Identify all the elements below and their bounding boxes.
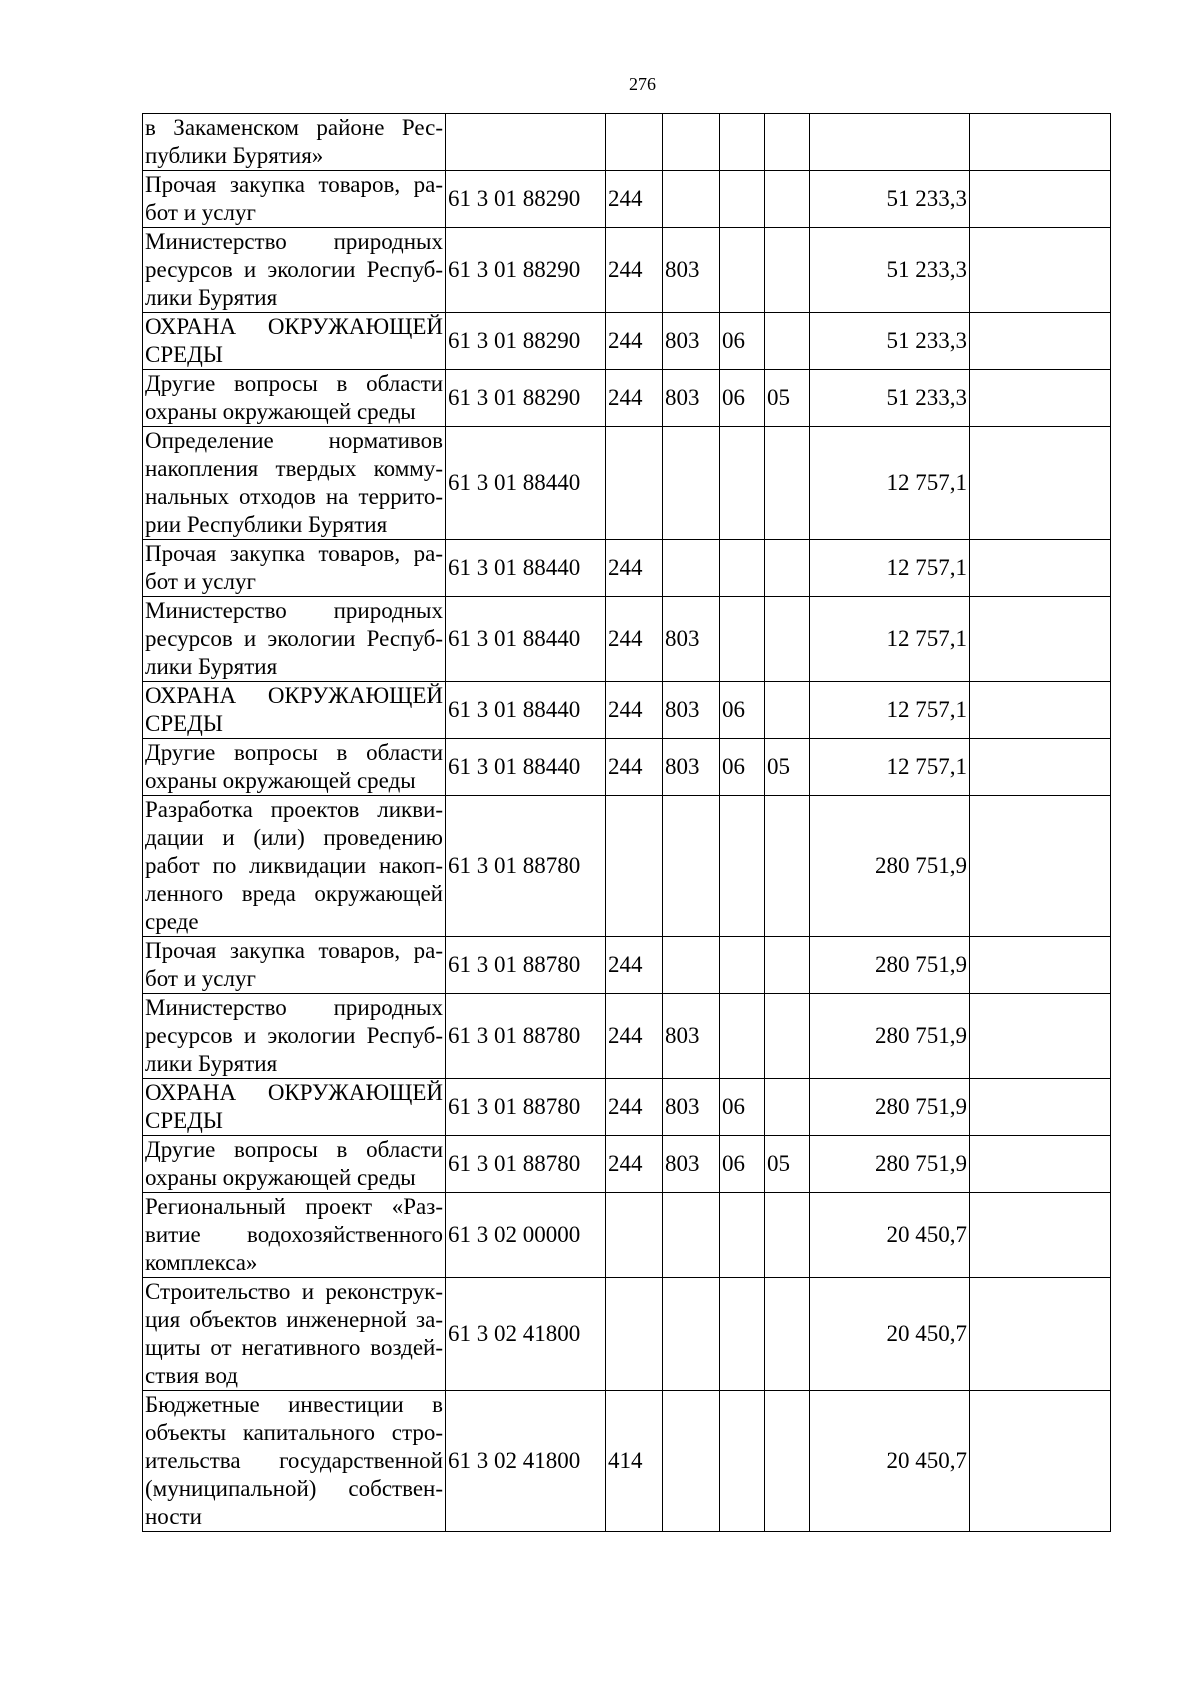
target-article-code: 61 3 02 41800 (446, 1391, 606, 1532)
amount (810, 114, 970, 171)
table-row (143, 228, 1111, 313)
ministry-code (663, 427, 720, 540)
extra-cell (970, 682, 1111, 739)
amount: 12 757,1 (810, 597, 970, 682)
section-code (720, 937, 765, 994)
amount: 12 757,1 (810, 540, 970, 597)
row-description: Другие вопросы в области охраны окружающей среды (143, 1136, 446, 1193)
table-row (143, 313, 1111, 370)
section-code (720, 1391, 765, 1532)
target-article-code: 61 3 01 88440 (446, 540, 606, 597)
section-code: 06 (720, 682, 765, 739)
expense-type-code: 244 (606, 171, 663, 228)
target-article-code: 61 3 02 41800 (446, 1278, 606, 1391)
extra-cell (970, 994, 1111, 1079)
row-description: Другие вопросы в области охраны окружающей среды (143, 739, 446, 796)
expense-type-code: 244 (606, 228, 663, 313)
table-row (143, 1136, 1111, 1193)
row-description: Региональный проект «Раз-витие водохозяйственного комплекса» (143, 1193, 446, 1278)
target-article-code: 61 3 01 88440 (446, 682, 606, 739)
table-row (143, 1278, 1111, 1391)
extra-cell (970, 739, 1111, 796)
subsection-code (765, 682, 810, 739)
section-code (720, 114, 765, 171)
subsection-code (765, 1278, 810, 1391)
amount: 20 450,7 (810, 1193, 970, 1278)
target-article-code: 61 3 01 88780 (446, 796, 606, 937)
extra-cell (970, 937, 1111, 994)
section-code: 06 (720, 1136, 765, 1193)
ministry-code (663, 796, 720, 937)
table-row (143, 682, 1111, 739)
extra-cell (970, 171, 1111, 228)
target-article-code: 61 3 01 88440 (446, 739, 606, 796)
section-code (720, 796, 765, 937)
table-row (143, 540, 1111, 597)
ministry-code (663, 171, 720, 228)
expense-type-code (606, 427, 663, 540)
section-code (720, 1193, 765, 1278)
ministry-code (663, 1391, 720, 1532)
expense-type-code (606, 796, 663, 937)
section-code: 06 (720, 370, 765, 427)
table-row (143, 597, 1111, 682)
section-code (720, 427, 765, 540)
amount: 20 450,7 (810, 1278, 970, 1391)
expense-type-code: 244 (606, 994, 663, 1079)
target-article-code: 61 3 01 88290 (446, 228, 606, 313)
row-description: Другие вопросы в области охраны окружающей среды (143, 370, 446, 427)
ministry-code: 803 (663, 228, 720, 313)
ministry-code: 803 (663, 1079, 720, 1136)
table-row (143, 370, 1111, 427)
amount: 51 233,3 (810, 370, 970, 427)
expense-type-code: 244 (606, 937, 663, 994)
table-row (143, 427, 1111, 540)
extra-cell (970, 313, 1111, 370)
subsection-code (765, 427, 810, 540)
target-article-code: 61 3 01 88290 (446, 313, 606, 370)
amount: 280 751,9 (810, 994, 970, 1079)
expense-type-code: 414 (606, 1391, 663, 1532)
row-description: Определение нормативов накопления твердых комму-нальных отходов на террито-рии Республики Бурятия (143, 427, 446, 540)
extra-cell (970, 370, 1111, 427)
amount: 280 751,9 (810, 1079, 970, 1136)
expense-type-code: 244 (606, 597, 663, 682)
table-row (143, 114, 1111, 171)
subsection-code: 05 (765, 739, 810, 796)
expense-type-code: 244 (606, 540, 663, 597)
budget-table (142, 113, 1111, 1532)
table-row (143, 739, 1111, 796)
row-description: ОХРАНА ОКРУЖАЮЩЕЙ СРЕДЫ (143, 313, 446, 370)
expense-type-code: 244 (606, 739, 663, 796)
amount: 280 751,9 (810, 937, 970, 994)
target-article-code: 61 3 01 88780 (446, 994, 606, 1079)
ministry-code (663, 937, 720, 994)
table-row (143, 796, 1111, 937)
ministry-code (663, 1278, 720, 1391)
ministry-code (663, 114, 720, 171)
subsection-code (765, 171, 810, 228)
ministry-code: 803 (663, 597, 720, 682)
subsection-code (765, 597, 810, 682)
subsection-code (765, 313, 810, 370)
expense-type-code (606, 1193, 663, 1278)
table-body (143, 114, 1111, 1532)
subsection-code (765, 114, 810, 171)
ministry-code: 803 (663, 1136, 720, 1193)
table-row (143, 1193, 1111, 1278)
row-description: Министерство природных ресурсов и экологии Респуб-лики Бурятия (143, 994, 446, 1079)
extra-cell (970, 1193, 1111, 1278)
row-description: Министерство природных ресурсов и экологии Респуб-лики Бурятия (143, 597, 446, 682)
expense-type-code: 244 (606, 370, 663, 427)
subsection-code (765, 994, 810, 1079)
section-code (720, 597, 765, 682)
amount: 12 757,1 (810, 427, 970, 540)
expense-type-code (606, 114, 663, 171)
section-code (720, 228, 765, 313)
row-description: в Закаменском районе Рес-публики Бурятия» (143, 114, 446, 171)
subsection-code: 05 (765, 1136, 810, 1193)
amount: 51 233,3 (810, 228, 970, 313)
target-article-code: 61 3 02 00000 (446, 1193, 606, 1278)
extra-cell (970, 1136, 1111, 1193)
target-article-code: 61 3 01 88780 (446, 937, 606, 994)
row-description: Прочая закупка товаров, ра-бот и услуг (143, 937, 446, 994)
subsection-code (765, 1193, 810, 1278)
expense-type-code: 244 (606, 682, 663, 739)
extra-cell (970, 540, 1111, 597)
row-description: Разработка проектов ликви-дации и (или) проведению работ по ликвидации накоп-ленного вреда окружающей среде (143, 796, 446, 937)
row-description: ОХРАНА ОКРУЖАЮЩЕЙ СРЕДЫ (143, 682, 446, 739)
ministry-code: 803 (663, 994, 720, 1079)
table-row (143, 1391, 1111, 1532)
table-row (143, 171, 1111, 228)
subsection-code (765, 1391, 810, 1532)
row-description: Бюджетные инвестиции в объекты капитального стро-ительства государственной (муниципальной) собствен-ности (143, 1391, 446, 1532)
extra-cell (970, 228, 1111, 313)
extra-cell (970, 597, 1111, 682)
target-article-code: 61 3 01 88290 (446, 171, 606, 228)
extra-cell (970, 796, 1111, 937)
ministry-code (663, 1193, 720, 1278)
extra-cell (970, 1079, 1111, 1136)
target-article-code (446, 114, 606, 171)
row-description: Прочая закупка товаров, ра-бот и услуг (143, 171, 446, 228)
page-number: 276 (629, 74, 656, 94)
ministry-code: 803 (663, 313, 720, 370)
expense-type-code (606, 1278, 663, 1391)
subsection-code: 05 (765, 370, 810, 427)
section-code: 06 (720, 1079, 765, 1136)
section-code (720, 540, 765, 597)
target-article-code: 61 3 01 88780 (446, 1136, 606, 1193)
expense-type-code: 244 (606, 1136, 663, 1193)
row-description: Строительство и реконструк-ция объектов инженерной за-щиты от негативного воздей-ствия вод (143, 1278, 446, 1391)
subsection-code (765, 228, 810, 313)
section-code (720, 171, 765, 228)
target-article-code: 61 3 01 88290 (446, 370, 606, 427)
expense-type-code: 244 (606, 313, 663, 370)
amount: 51 233,3 (810, 171, 970, 228)
extra-cell (970, 1278, 1111, 1391)
amount: 280 751,9 (810, 1136, 970, 1193)
extra-cell (970, 114, 1111, 171)
table-row (143, 1079, 1111, 1136)
extra-cell (970, 427, 1111, 540)
amount: 280 751,9 (810, 796, 970, 937)
target-article-code: 61 3 01 88440 (446, 597, 606, 682)
row-description: Министерство природных ресурсов и экологии Респуб-лики Бурятия (143, 228, 446, 313)
section-code (720, 994, 765, 1079)
target-article-code: 61 3 01 88780 (446, 1079, 606, 1136)
ministry-code: 803 (663, 739, 720, 796)
ministry-code: 803 (663, 370, 720, 427)
amount: 20 450,7 (810, 1391, 970, 1532)
subsection-code (765, 540, 810, 597)
section-code: 06 (720, 739, 765, 796)
expense-type-code: 244 (606, 1079, 663, 1136)
ministry-code: 803 (663, 682, 720, 739)
extra-cell (970, 1391, 1111, 1532)
amount: 12 757,1 (810, 739, 970, 796)
table-row (143, 994, 1111, 1079)
row-description: Прочая закупка товаров, ра-бот и услуг (143, 540, 446, 597)
target-article-code: 61 3 01 88440 (446, 427, 606, 540)
subsection-code (765, 937, 810, 994)
subsection-code (765, 796, 810, 937)
amount: 51 233,3 (810, 313, 970, 370)
subsection-code (765, 1079, 810, 1136)
ministry-code (663, 540, 720, 597)
table-row (143, 937, 1111, 994)
section-code: 06 (720, 313, 765, 370)
row-description: ОХРАНА ОКРУЖАЮЩЕЙ СРЕДЫ (143, 1079, 446, 1136)
amount: 12 757,1 (810, 682, 970, 739)
section-code (720, 1278, 765, 1391)
